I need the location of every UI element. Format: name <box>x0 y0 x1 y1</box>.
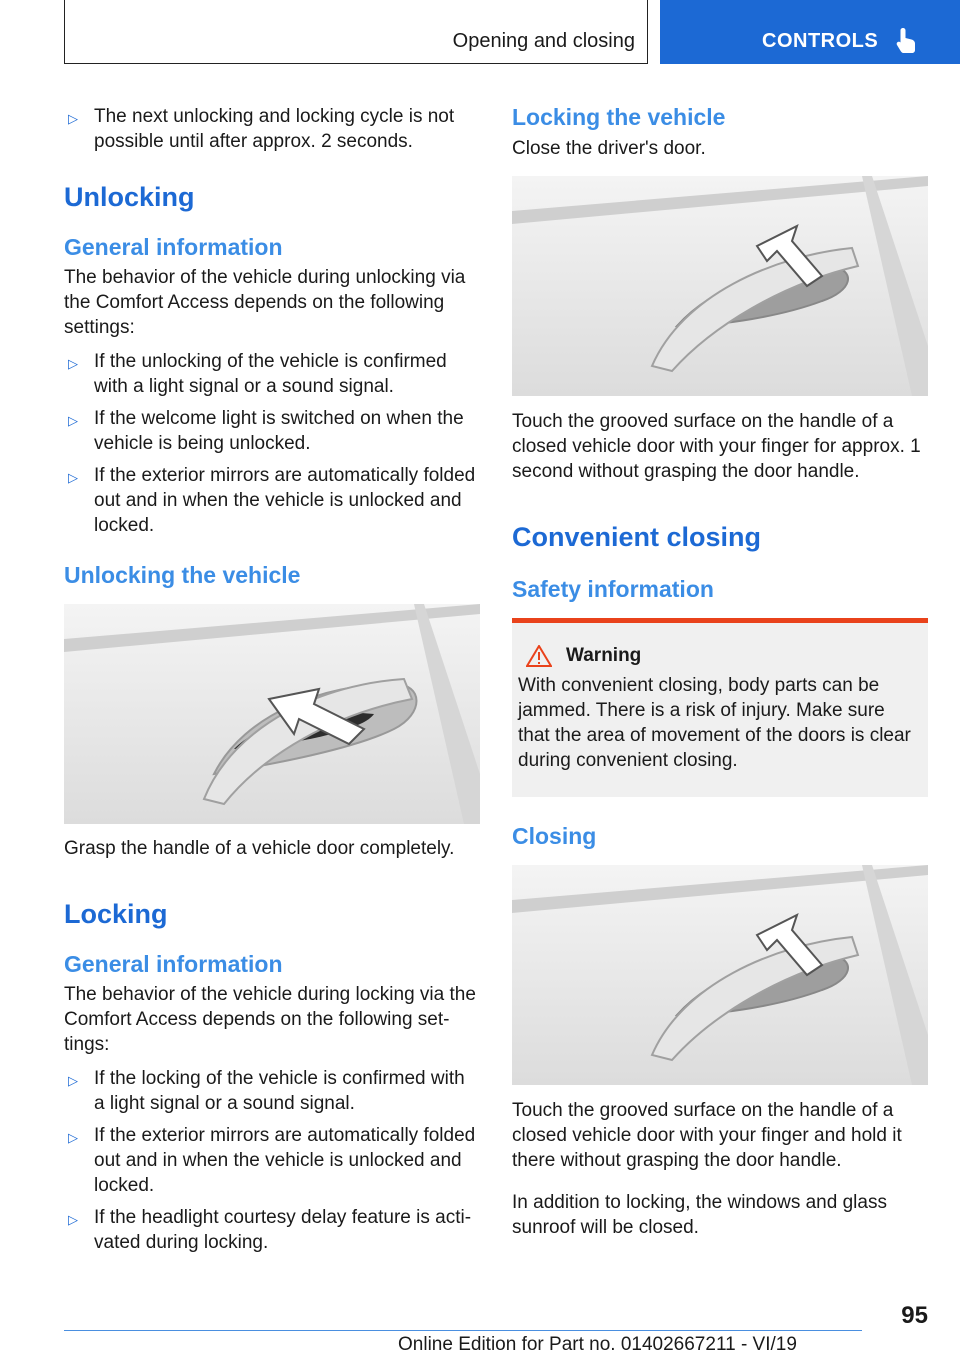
triangle-bullet-icon: ▷ <box>68 1073 78 1088</box>
list-item: ▷ The next unlocking and locking cycle is not possible until after approx. 2 seconds. <box>68 106 455 152</box>
triangle-bullet-icon: ▷ <box>68 413 78 428</box>
edition-text: Online Edition for Part no. 01402667211 - VI/19 <box>398 1334 797 1355</box>
left-column <box>64 102 480 1262</box>
closing-heading: Closing <box>512 823 597 849</box>
unlocking-general-text: The behavior of the vehicle during unlocking via the Comfort Access depends on the following settings: <box>64 267 466 338</box>
door-handle-grasp-illustration <box>64 604 480 824</box>
warning-triangle-icon <box>526 645 552 667</box>
unlocking-vehicle-caption: Grasp the handle of a vehicle door completely. <box>64 838 455 859</box>
locking-vehicle-caption: Touch the grooved surface on the handle of a closed vehicle door with your finger for approx. 1 second without grasping the door handle. <box>512 411 921 482</box>
locking-general-heading: General information <box>64 951 283 977</box>
list-item: ▷ If the headlight courtesy delay feature is acti‐vated during locking. <box>68 1207 472 1253</box>
warning-box <box>512 618 928 797</box>
triangle-bullet-icon: ▷ <box>68 470 78 485</box>
top-bullet-list <box>64 104 480 154</box>
triangle-bullet-icon: ▷ <box>68 111 78 126</box>
triangle-bullet-icon: ▷ <box>68 1130 78 1145</box>
list-item: ▷ If the unlocking of the vehicle is confirmed with a light signal or a sound signal. <box>68 351 447 397</box>
closing-text: In addition to locking, the windows and glass sunroof will be closed. <box>512 1192 887 1238</box>
warning-title: Warning <box>566 645 642 666</box>
locking-vehicle-heading: Locking the vehicle <box>512 104 726 130</box>
header-section-box <box>64 0 648 64</box>
warning-text: With convenient closing, body parts can be jammed. There is a risk of injury. Make sure that the area of movement of the doors is clear during convenient closing. <box>518 675 911 771</box>
convenient-closing-heading: Convenient closing <box>512 522 762 552</box>
triangle-bullet-icon: ▷ <box>68 356 78 371</box>
list-item: ▷ If the exterior mirrors are automatically folded out and in when the vehicle is unlocked and locked. <box>68 1125 476 1196</box>
chapter-title: CONTROLS <box>762 30 879 52</box>
door-handle-touch-illustration <box>512 176 928 396</box>
footer-divider <box>64 1330 862 1331</box>
right-column <box>512 102 928 1240</box>
header-chapter-box <box>660 0 960 64</box>
locking-general-text: The behavior of the vehicle during locking via the Comfort Access depends on the following set‐tings: <box>64 984 476 1055</box>
unlocking-bullet-list <box>64 349 480 538</box>
hand-pointer-icon <box>894 26 920 54</box>
unlocking-heading: Unlocking <box>64 182 195 212</box>
list-item: ▷ If the locking of the vehicle is confirmed with a light signal or a sound signal. <box>68 1068 465 1114</box>
safety-information-heading: Safety information <box>512 576 714 602</box>
closing-caption: Touch the grooved surface on the handle of a closed vehicle door with your finger and hold it there without grasping the door handle. <box>512 1100 902 1171</box>
list-item: ▷ If the exterior mirrors are automatically folded out and in when the vehicle is unlocked and locked. <box>68 465 476 536</box>
warning-header <box>518 645 920 667</box>
locking-heading: Locking <box>64 899 168 929</box>
triangle-bullet-icon: ▷ <box>68 1212 78 1227</box>
unlocking-general-heading: General information <box>64 234 283 260</box>
page-number: 95 <box>901 1302 928 1329</box>
locking-vehicle-text: Close the driver's door. <box>512 138 706 159</box>
locking-bullet-list <box>64 1066 480 1255</box>
door-handle-closing-illustration <box>512 865 928 1085</box>
unlocking-vehicle-heading: Unlocking the vehicle <box>64 562 301 588</box>
list-item: ▷ If the welcome light is switched on when the vehicle is being unlocked. <box>68 408 464 454</box>
section-title: Opening and closing <box>452 30 635 52</box>
